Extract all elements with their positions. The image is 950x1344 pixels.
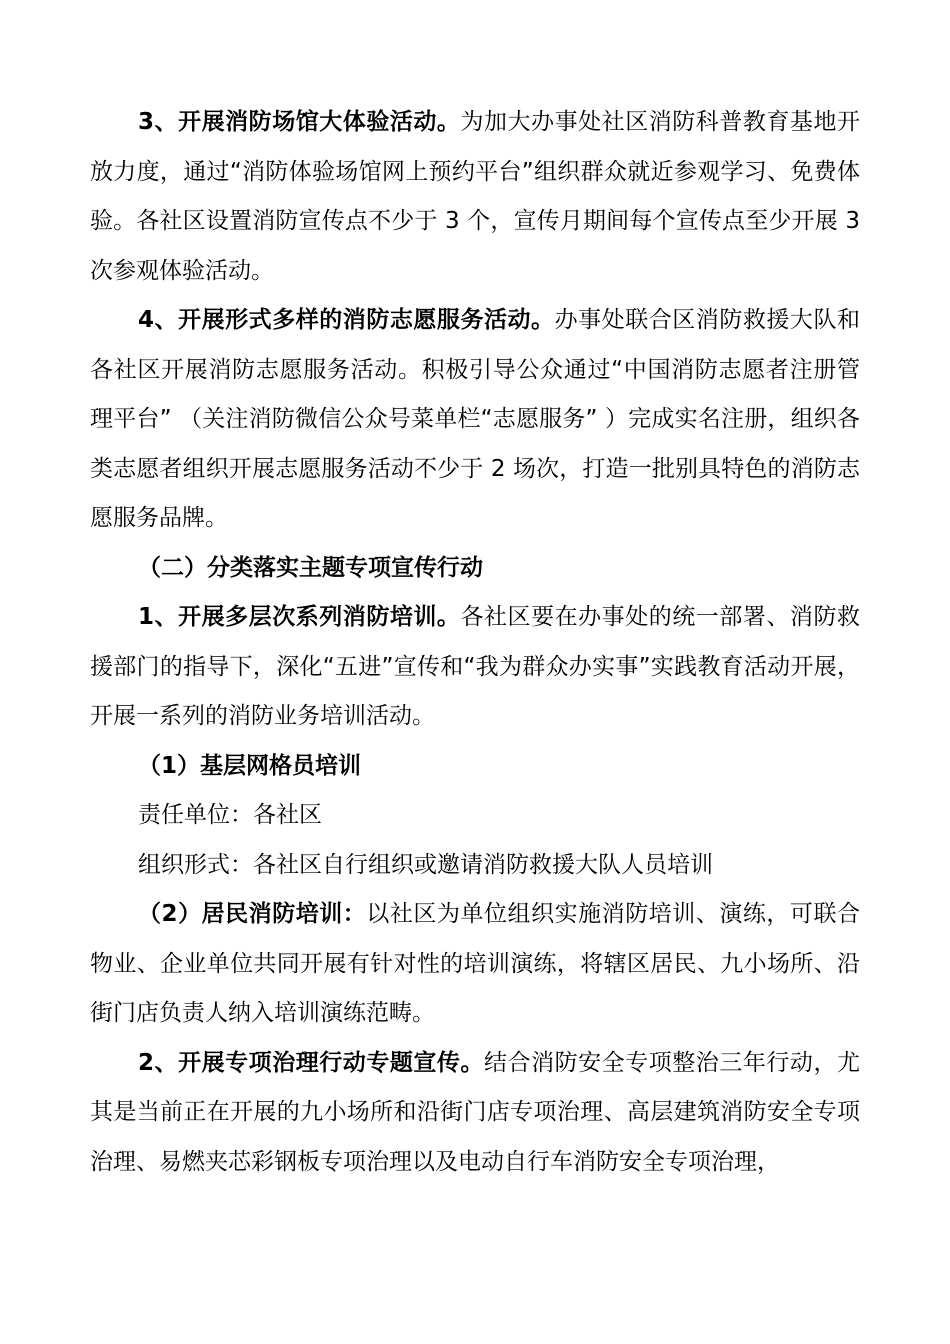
paragraph-volunteer-service (90, 296, 860, 544)
paragraph-text: 办事处联合区消防救援大队和各社区开展消防志愿服务活动。积极引导公众通过“中国消防志愿者注册管理平台” （关注消防微信公众号菜单栏“志愿服务” ）完成实名注册，组织各类志愿者组织开展志愿服务活动不少于 2 场次，打造一批别具特色的消防志愿服务品牌。 (90, 307, 861, 531)
organization-form-line: 组织形式：各社区自行组织或邀请消防救援大队人员培训 (138, 851, 713, 878)
paragraph-lead: 3、开展消防场馆大体验活动。 (138, 109, 461, 135)
paragraph-lead: 4、开展形式多样的消防志愿服务活动。 (138, 307, 555, 333)
paragraph-resident-training (90, 890, 860, 1039)
paragraph-special-governance (90, 1039, 860, 1188)
section-heading: （二）分类落实主题专项宣传行动 (138, 554, 483, 581)
paragraph-text: 各社区要在办事处的统一部署、消防救援部门的指导下，深化“五进”宣传和“我为群众办实事”实践教育活动开展，开展一系列的消防业务培训活动。 (90, 604, 860, 729)
responsible-unit-line: 责任单位：各社区 (138, 802, 322, 828)
paragraph-venue-experience (90, 98, 860, 296)
paragraph-lead: 2、开展专项治理行动专题宣传。 (138, 1049, 484, 1076)
paragraph-lead: 1、开展多层次系列消防培训。 (138, 604, 461, 630)
subheading-grid-staff-training: （1）基层网格员培训 (138, 752, 362, 779)
paragraph-training (90, 593, 860, 742)
paragraph-text: 以社区为单位组织实施消防培训、演练，可联合物业、企业单位共同开展有针对性的培训演练，将辖区居民、九小场所、沿街门店负责人纳入培训演练范畴。 (90, 901, 861, 1026)
paragraph-text: 结合消防安全专项整治三年行动，尤其是当前正在开展的九小场所和沿街门店专项治理、高层建筑消防安全专项治理、易燃夹芯彩钢板专项治理以及电动自行车消防安全专项治理， (90, 1049, 860, 1175)
paragraph-lead: （2）居民消防培训： (138, 901, 367, 927)
document-body (90, 98, 860, 1187)
paragraph-text: 为加大办事处社区消防科普教育基地开放力度，通过“消防体验场馆网上预约平台”组织群众就近参观学习、免费体验。各社区设置消防宣传点不少于 3 个，宣传月期间每个宣传点至少开展 3 次参观体验活动。 (90, 109, 860, 284)
